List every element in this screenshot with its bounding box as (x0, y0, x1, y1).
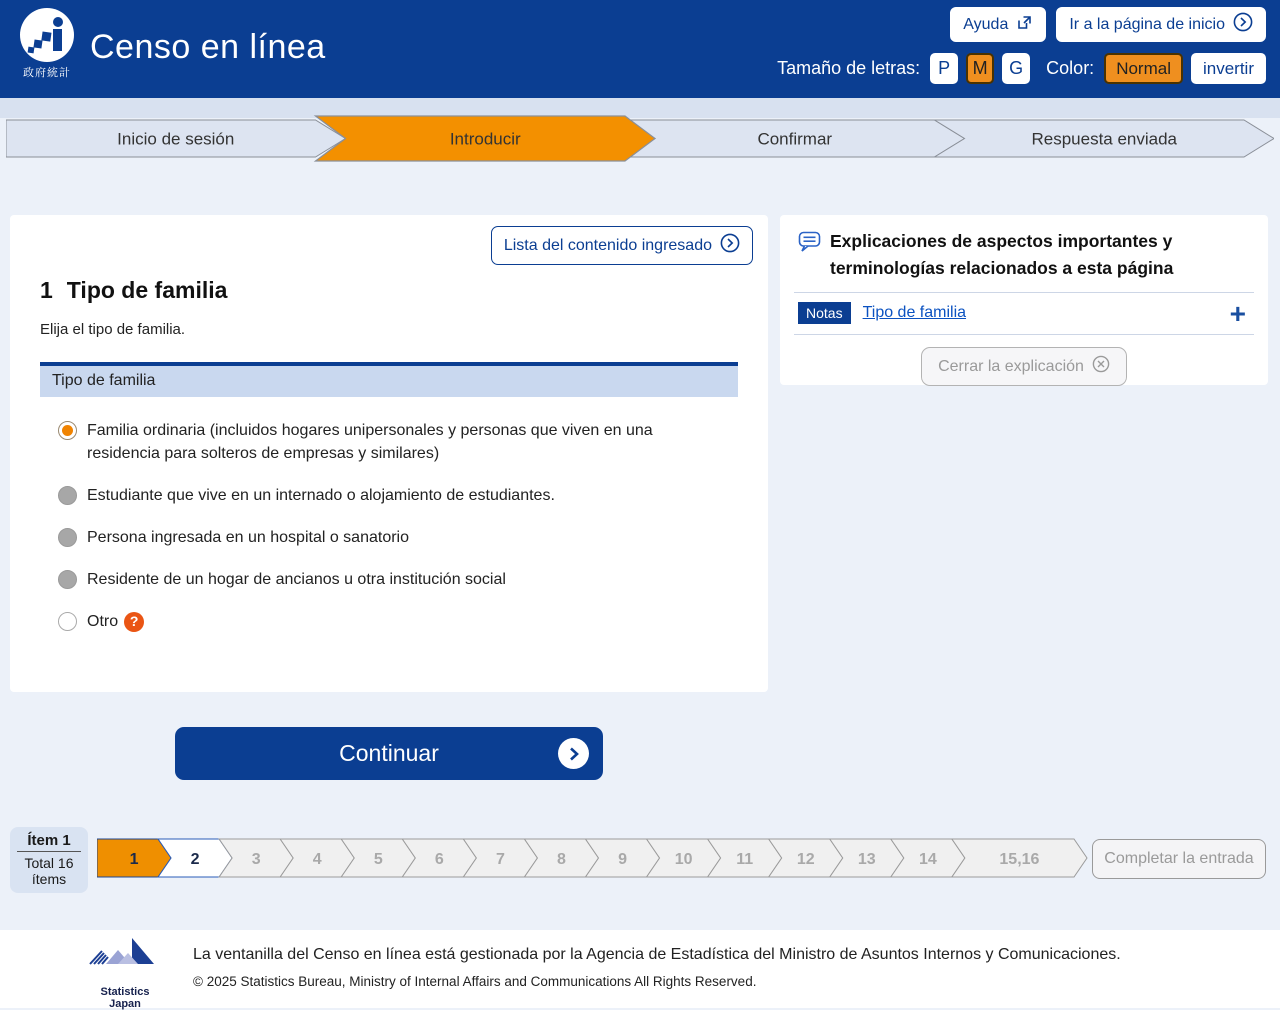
question-title (40, 277, 227, 304)
gov-stats-logo (16, 8, 78, 80)
entered-content-list-label: Lista del contenido ingresado (503, 236, 712, 254)
svg-text:5: 5 (373, 850, 383, 868)
svg-text:7: 7 (495, 850, 505, 868)
item-progress-bar (97, 835, 1089, 881)
page-footer (0, 930, 1280, 1008)
font-size-label: Tamaño de letras: (777, 58, 921, 78)
svg-text:15,16: 15,16 (999, 850, 1040, 868)
chevron-right-circle-icon (720, 233, 740, 258)
close-circle-icon (1092, 355, 1110, 378)
gov-stats-logo-icon (20, 8, 74, 62)
svg-text:1: 1 (129, 850, 139, 868)
help-button[interactable] (950, 7, 1046, 42)
item-counter-box (10, 827, 88, 893)
gov-stats-logo-caption: 政府統計 (23, 67, 71, 79)
question-instruction: Elija el tipo de familia. (40, 321, 186, 338)
app-header (0, 0, 1280, 98)
svg-text:12: 12 (796, 850, 815, 868)
svg-text:Inicio de sesión: Inicio de sesión (117, 129, 235, 149)
color-invert-button[interactable]: invertir (1191, 53, 1266, 84)
radio-option-label: Persona ingresada en un hospital o sanatorio (87, 529, 409, 546)
question-title-text: Tipo de familia (66, 277, 228, 303)
radio-option-label: Familia ordinaria (incluidos hogares unipersonales y personas que viven en una residencia para solteros de empresas y similares) (87, 422, 653, 462)
total-items-line1: Total 16 (24, 855, 74, 871)
svg-text:14: 14 (918, 850, 937, 868)
radio-option-label: Otro ? (87, 610, 144, 633)
radio-button[interactable] (58, 528, 77, 547)
go-home-button[interactable] (1056, 7, 1266, 42)
color-mode-label: Color: (1046, 58, 1095, 78)
radio-option (58, 484, 738, 507)
svg-text:Confirmar: Confirmar (757, 129, 833, 149)
expand-plus-icon[interactable]: + (1229, 298, 1246, 329)
font-size-m-button[interactable]: M (966, 53, 994, 84)
notes-row (798, 298, 1250, 329)
question-number: 1 (40, 277, 53, 303)
footer-managed-by-text: La ventanilla del Censo en línea está gestionada por la Agencia de Estadística del Ministro de Asuntos Internos y Comunicaciones. (193, 946, 1121, 963)
complete-entry-button[interactable]: Completar la entrada (1092, 839, 1266, 879)
color-normal-button[interactable]: Normal (1104, 53, 1183, 84)
explanation-panel (780, 215, 1268, 385)
question-card (10, 215, 768, 692)
total-items-line2: ítems (31, 871, 67, 887)
current-item-label: Ítem 1 (17, 832, 81, 852)
chevron-right-circle-icon (1233, 12, 1253, 37)
notes-term-link[interactable]: Tipo de familia (862, 304, 967, 321)
chevron-right-circle-icon (558, 738, 589, 769)
continue-button[interactable] (175, 727, 603, 780)
section-header: Tipo de familia (40, 362, 738, 397)
progress-steps (6, 114, 1274, 164)
svg-text:10: 10 (674, 850, 693, 868)
radio-option (58, 419, 738, 465)
svg-text:Respuesta enviada: Respuesta enviada (1031, 129, 1178, 149)
continue-button-label: Continuar (339, 740, 439, 766)
radio-button[interactable] (58, 612, 77, 631)
radio-button[interactable] (58, 486, 77, 505)
radio-option (58, 568, 738, 591)
speech-bubble-icon (798, 231, 821, 282)
notes-badge: Notas (798, 302, 851, 324)
statistics-japan-logo (85, 936, 165, 1010)
entered-content-list-button[interactable] (491, 226, 753, 265)
radio-option-label: Estudiante que vive en un internado o alojamiento de estudiantes. (87, 487, 555, 504)
svg-text:11: 11 (736, 850, 754, 868)
close-explanation-label: Cerrar la explicación (938, 357, 1084, 375)
page-title: Censo en línea (90, 28, 326, 66)
explanation-title: Explicaciones de aspectos importantes y terminologías relacionados a esta página (830, 231, 1174, 278)
help-icon[interactable]: ? (124, 612, 144, 632)
go-home-button-label: Ir a la página de inicio (1069, 15, 1225, 33)
font-size-g-button[interactable]: G (1002, 53, 1030, 84)
statistics-japan-caption: Statistics Japan (100, 986, 150, 1010)
svg-text:8: 8 (557, 850, 566, 868)
radio-button[interactable] (58, 421, 77, 440)
footer-copyright-text: © 2025 Statistics Bureau, Ministry of Internal Affairs and Communications All Rights Reserved. (193, 974, 757, 989)
radio-option (58, 526, 738, 549)
radio-option-group (58, 419, 738, 652)
help-button-label: Ayuda (963, 15, 1009, 33)
svg-text:4: 4 (312, 850, 322, 868)
svg-text:3: 3 (251, 850, 261, 868)
font-size-p-button[interactable]: P (930, 53, 958, 84)
svg-text:Introducir: Introducir (449, 129, 521, 149)
divider (794, 292, 1254, 293)
svg-text:2: 2 (190, 850, 200, 868)
radio-button[interactable] (58, 570, 77, 589)
divider (794, 334, 1254, 335)
radio-option (58, 610, 738, 633)
close-explanation-button[interactable] (921, 347, 1127, 386)
svg-text:9: 9 (618, 850, 627, 868)
external-link-icon (1016, 14, 1033, 36)
radio-option-label: Residente de un hogar de ancianos u otra institución social (87, 571, 506, 588)
svg-text:6: 6 (434, 850, 444, 868)
svg-text:13: 13 (857, 850, 876, 868)
